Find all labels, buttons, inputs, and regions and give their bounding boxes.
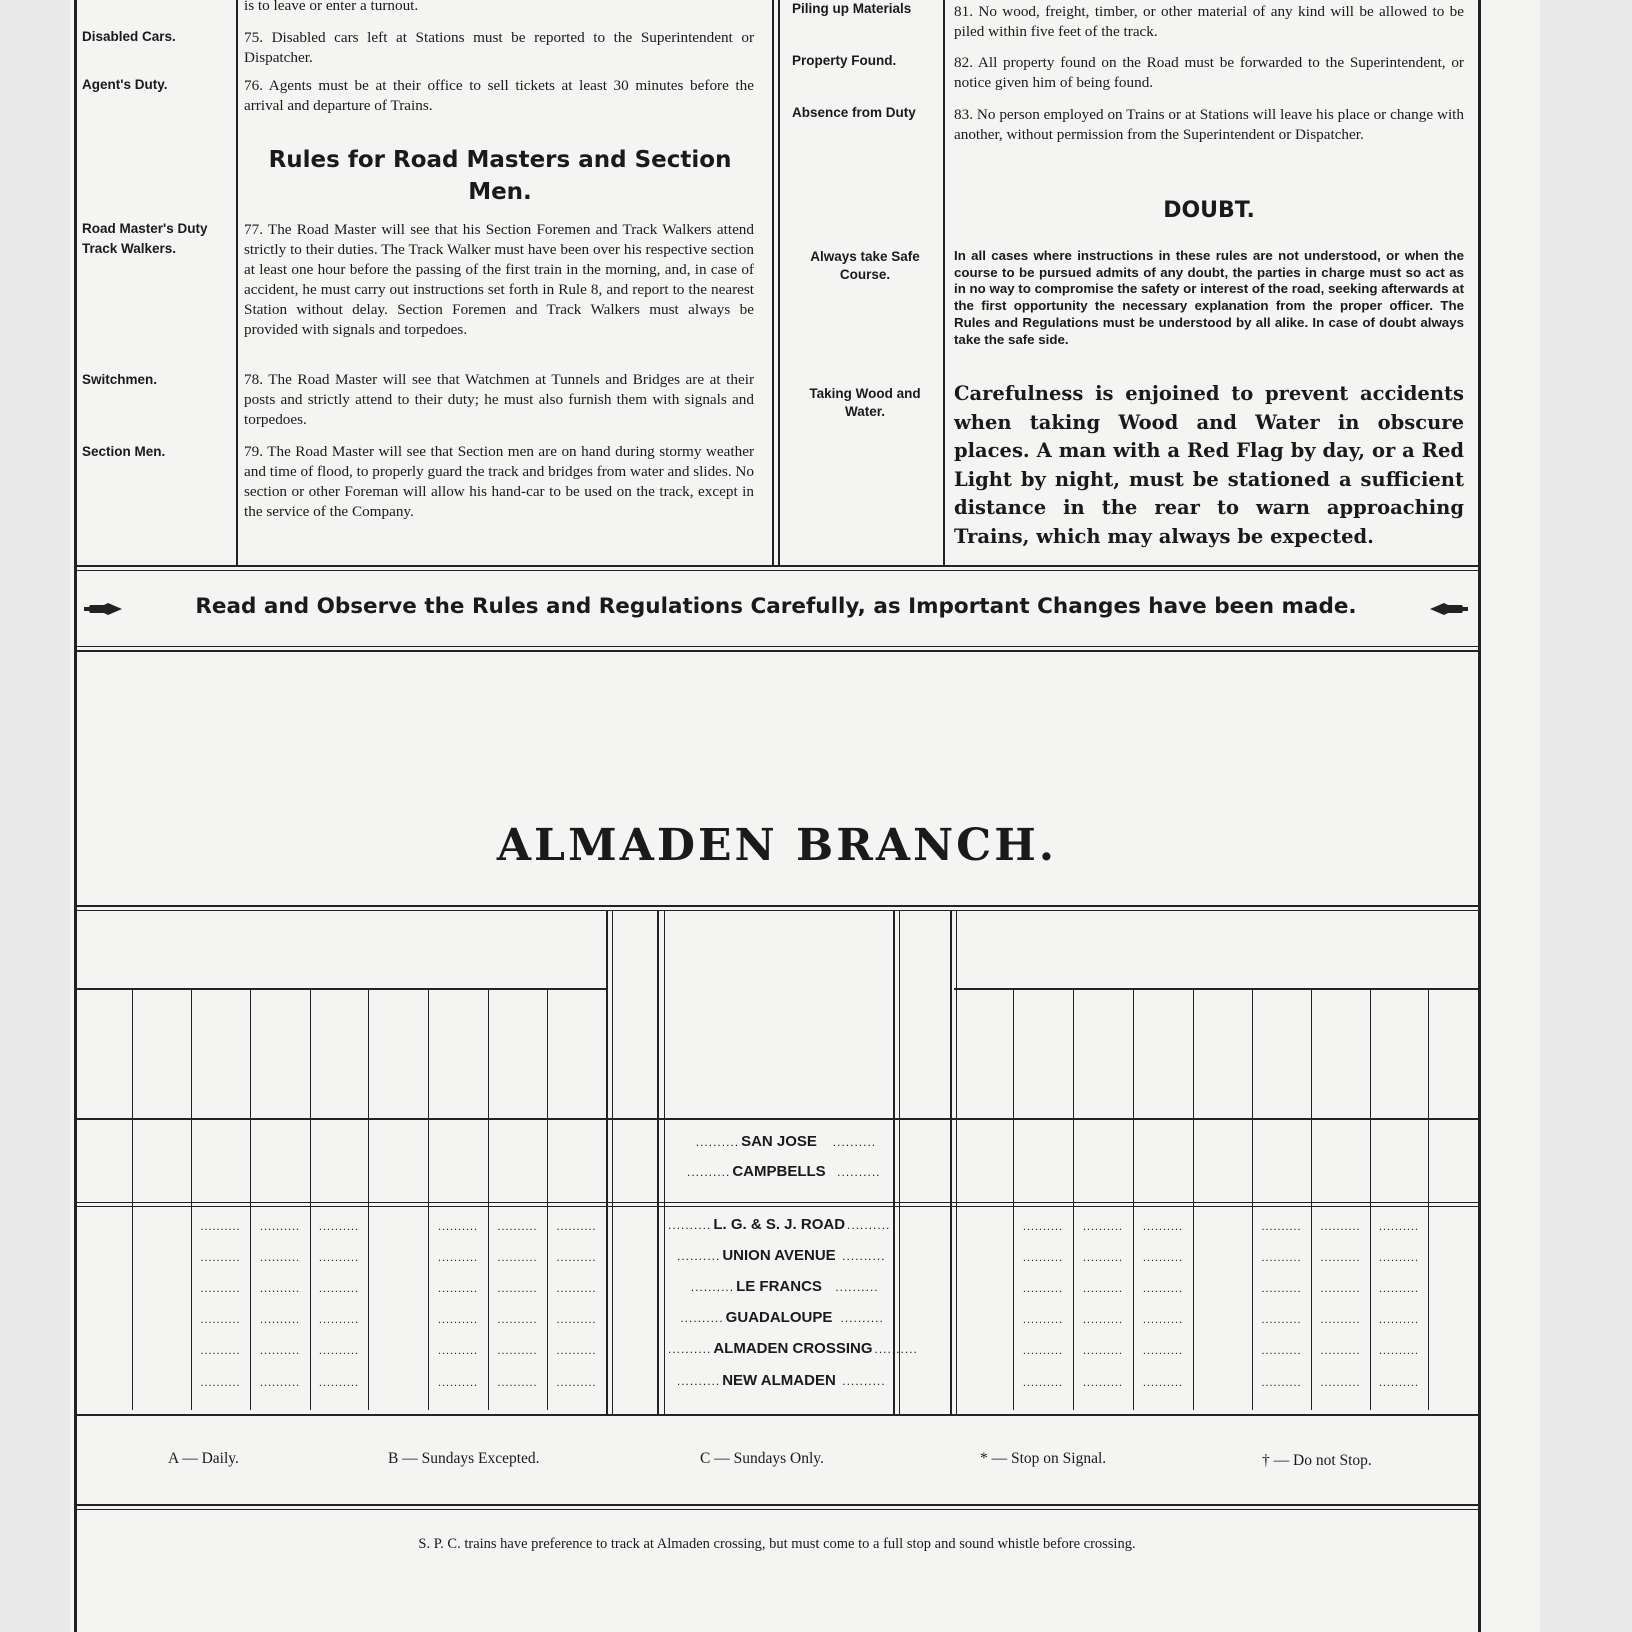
side-label-safe-course: Always take Safe Course. — [810, 249, 920, 282]
north-time-blank: .......... — [1379, 1375, 1419, 1389]
grid-line-vertical — [428, 990, 429, 1410]
leader-dots: .......... — [837, 1165, 881, 1179]
side-label-wood-water: Taking Wood and Water. — [809, 386, 921, 419]
south-time-blank: .......... — [319, 1219, 359, 1233]
north-time-blank: .......... — [1379, 1250, 1419, 1264]
south-time-blank: .......... — [200, 1281, 241, 1295]
south-time-blank: .......... — [497, 1250, 538, 1264]
side-label-switchmen: Switchmen. — [82, 372, 158, 387]
banner-text: Read and Observe the Rules and Regulations Carefully, as Important Changes have been made. — [195, 594, 1357, 619]
distance-col-divider-b — [664, 910, 665, 1414]
leader-dots: .......... — [676, 1249, 721, 1263]
station-row — [668, 1216, 890, 1233]
distance-col-divider — [657, 910, 659, 1414]
south-time-blank: .......... — [200, 1375, 241, 1389]
station-row — [668, 1278, 890, 1295]
south-time-blank: .......... — [556, 1250, 597, 1264]
south-time-blank: .......... — [319, 1281, 359, 1295]
north-time-blank: .......... — [1320, 1219, 1361, 1233]
stations-col-divider — [893, 910, 895, 1414]
grid-line-vertical — [547, 990, 548, 1410]
south-time-blank: .......... — [438, 1281, 478, 1295]
north-time-blank: .......... — [1320, 1250, 1361, 1264]
north-time-blank: .......... — [1143, 1343, 1183, 1357]
doubt-heading: DOUBT. — [1163, 198, 1255, 223]
south-time-blank: .......... — [319, 1375, 359, 1389]
north-time-blank: .......... — [1261, 1281, 1302, 1295]
north-time-blank: .......... — [1083, 1312, 1123, 1326]
north-header-rule — [954, 988, 1480, 990]
pointing-hand-left-icon — [84, 597, 124, 621]
south-time-blank: .......... — [260, 1343, 300, 1357]
table-rule-bottom — [74, 1414, 1480, 1416]
north-time-blank: .......... — [1143, 1281, 1183, 1295]
south-time-blank: .......... — [200, 1219, 241, 1233]
side-label-road-master: Road Master's Duty — [82, 221, 208, 236]
south-time-blank: .......... — [200, 1343, 241, 1357]
rule-81: 81. No wood, freight, timber, or other material of any kind will be allowed to be piled within five feet of the track. — [954, 3, 1464, 40]
grid-line-vertical — [310, 990, 311, 1410]
station-name: NEW ALMADEN — [722, 1372, 836, 1389]
north-time-blank: .......... — [1143, 1312, 1183, 1326]
north-time-blank: .......... — [1083, 1343, 1123, 1357]
mid-rule-b — [74, 1206, 1480, 1207]
rule-83: 83. No person employed on Trains or at Stations will leave his place or change with another, without permission from the Superintendent or Dispatcher. — [954, 106, 1464, 143]
grid-line-vertical — [132, 990, 133, 1410]
north-time-blank: .......... — [1320, 1312, 1361, 1326]
leader-dots: .......... — [842, 1374, 886, 1388]
side-label-track-walkers: Track Walkers. — [82, 241, 177, 256]
side-label-property-found: Property Found. — [792, 53, 897, 68]
rule-col-divider — [236, 0, 238, 565]
rule-75: 75. Disabled cars left at Stations must be reported to the Superintendent or Dispatcher. — [244, 29, 754, 66]
frame-left-lower — [74, 565, 77, 1632]
north-time-blank: .......... — [1379, 1281, 1419, 1295]
north-time-blank: .......... — [1261, 1312, 1302, 1326]
station-name: GUADALOUPE — [725, 1309, 833, 1326]
grid-line-vertical — [1311, 990, 1312, 1410]
south-time-blank: .......... — [319, 1312, 359, 1326]
legend-do-not-stop: † — Do not Stop. — [1262, 1452, 1372, 1469]
grid-line-vertical — [1193, 990, 1194, 1410]
leader-dots: .......... — [842, 1249, 886, 1263]
leader-dots: .......... — [680, 1311, 724, 1325]
north-time-blank: .......... — [1379, 1219, 1419, 1233]
side-label-piling: Piling up Materials — [792, 1, 912, 16]
south-time-blank: .......... — [497, 1219, 538, 1233]
north-time-blank: .......... — [1023, 1281, 1063, 1295]
grid-line-vertical — [368, 990, 369, 1410]
leader-dots: .......... — [835, 1280, 879, 1294]
side-label-agents-duty: Agent's Duty. — [82, 77, 168, 92]
leader-dots: .......... — [832, 1135, 877, 1149]
south-time-blank: .......... — [200, 1250, 241, 1264]
leader-dots: .......... — [686, 1165, 731, 1179]
station-row — [668, 1372, 890, 1389]
south-time-blank: .......... — [260, 1281, 300, 1295]
station-name: ALMADEN CROSSING — [713, 1340, 873, 1357]
north-time-blank: .......... — [1023, 1250, 1063, 1264]
south-time-blank: .......... — [556, 1312, 597, 1326]
center-divider-a — [772, 0, 774, 565]
leader-dots: .......... — [847, 1218, 891, 1232]
north-time-blank: .......... — [1320, 1343, 1361, 1357]
distance-from-san-jose-label — [612, 950, 657, 1100]
mid-rule-a — [74, 1202, 1480, 1203]
station-row — [668, 1247, 890, 1264]
leader-dots: .......... — [840, 1311, 884, 1325]
south-time-blank: .......... — [319, 1250, 359, 1264]
north-time-blank: .......... — [1261, 1343, 1302, 1357]
distance-from-almaden-label — [899, 950, 950, 1100]
legend-sundays-excepted: B — Sundays Excepted. — [388, 1450, 540, 1467]
north-time-blank: .......... — [1261, 1250, 1302, 1264]
legend-daily: A — Daily. — [168, 1450, 239, 1467]
times-header-rule — [74, 1118, 1480, 1120]
side-label-section-men: Section Men. — [82, 444, 166, 459]
grid-line-vertical — [191, 990, 192, 1410]
banner-rule-bottom-a — [74, 646, 1480, 647]
grid-line-vertical — [250, 990, 251, 1410]
north-time-blank: .......... — [1261, 1375, 1302, 1389]
north-time-blank: .......... — [1143, 1375, 1183, 1389]
south-time-blank: .......... — [438, 1375, 478, 1389]
north-time-blank: .......... — [1143, 1250, 1183, 1264]
south-frame-right — [606, 910, 608, 1414]
south-time-blank: .......... — [556, 1281, 597, 1295]
station-name: UNION AVENUE — [722, 1247, 836, 1264]
rule-77: 77. The Road Master will see that his Section Foremen and Track Walkers attend strictly to their duties. The Track Walker must have been over his respective section at least one hour before the passing of the first train in the morning, and, in case of accident, he must carry out instructions set forth in Rule 8, and report to the nearest Station without delay. Section Foremen and Track Walkers must always be provided with signals and torpedoes. — [244, 221, 754, 338]
north-time-blank: .......... — [1083, 1219, 1123, 1233]
grid-line-vertical — [1013, 990, 1014, 1410]
pointing-hand-right-icon — [1428, 597, 1468, 621]
grid-line-vertical — [488, 990, 489, 1410]
south-time-blank: .......... — [200, 1312, 241, 1326]
grid-line-vertical — [1073, 990, 1074, 1410]
south-time-blank: .......... — [497, 1281, 538, 1295]
station-name: CAMPBELLS — [732, 1163, 826, 1180]
grid-line-vertical — [1428, 990, 1429, 1410]
south-time-blank: .......... — [556, 1375, 597, 1389]
north-time-blank: .......... — [1379, 1312, 1419, 1326]
frame-right — [1478, 0, 1481, 1632]
south-time-blank: .......... — [497, 1343, 538, 1357]
table-rule-top-b — [74, 910, 1480, 911]
station-row — [668, 1133, 890, 1150]
timetable-title: ALMADEN BRANCH. — [496, 820, 1058, 871]
side-label-absence: Absence from Duty — [792, 105, 916, 120]
north-time-blank: .......... — [1379, 1343, 1419, 1357]
leader-dots: .......... — [874, 1342, 918, 1356]
north-time-blank: .......... — [1261, 1219, 1302, 1233]
north-time-blank: .......... — [1023, 1219, 1063, 1233]
north-time-blank: .......... — [1023, 1312, 1063, 1326]
leader-dots: .......... — [676, 1374, 721, 1388]
south-time-blank: .......... — [260, 1250, 300, 1264]
station-row — [668, 1340, 918, 1357]
frame-left — [74, 0, 77, 565]
south-time-blank: .......... — [260, 1312, 300, 1326]
south-time-blank: .......... — [438, 1312, 478, 1326]
station-name: SAN JOSE — [741, 1133, 817, 1150]
south-time-blank: .......... — [497, 1375, 538, 1389]
banner-rule-top-b — [74, 570, 1480, 571]
footer-rule-b — [74, 1509, 1480, 1510]
south-time-blank: .......... — [260, 1375, 300, 1389]
leader-dots: .......... — [690, 1280, 735, 1294]
station-name: L. G. & S. J. ROAD — [713, 1216, 846, 1233]
north-time-blank: .......... — [1320, 1281, 1361, 1295]
wood-water-text: Carefulness is enjoined to prevent accidents when taking Wood and Water in obscure places. A man with a Red Flag by day, or a Red Light by night, must be stationed a sufficient distance in the rear to warn approaching Trains, which may always be expected. — [954, 382, 1464, 548]
north-frame-left-b — [956, 910, 957, 1414]
partial-rule-line: is to leave or enter a turnout. — [244, 0, 419, 14]
footer-note: S. P. C. trains have preference to track at Almaden crossing, but must come to a full stop and sound whistle before crossing. — [418, 1536, 1136, 1552]
banner-rule-bottom-b — [74, 650, 1480, 652]
south-time-blank: .......... — [556, 1219, 597, 1233]
rule-76: 76. Agents must be at their office to sell tickets at least 30 minutes before the arrival and departure of Trains. — [244, 77, 754, 114]
grid-line-vertical — [1133, 990, 1134, 1410]
south-time-blank: .......... — [438, 1343, 478, 1357]
south-time-blank: .......... — [438, 1219, 478, 1233]
north-time-blank: .......... — [1083, 1281, 1123, 1295]
leader-dots: .......... — [668, 1218, 712, 1232]
table-rule-top-a — [74, 905, 1480, 907]
south-header-rule — [74, 988, 606, 990]
south-time-blank: .......... — [556, 1343, 597, 1357]
station-row — [668, 1309, 890, 1326]
banner-rule-top-a — [74, 565, 1480, 567]
rule-79: 79. The Road Master will see that Section men are on hand during stormy weather and time of flood, to properly guard the track and bridges from water and slides. No section or other Foreman will allow his hand-car to be used on the track, except in the service of the Company. — [244, 443, 754, 520]
north-time-blank: .......... — [1320, 1375, 1361, 1389]
north-time-blank: .......... — [1023, 1343, 1063, 1357]
rule-col-divider-right — [943, 0, 945, 565]
center-divider-b — [778, 0, 780, 565]
footer-rule-a — [74, 1504, 1480, 1506]
station-name: LE FRANCS — [736, 1278, 822, 1295]
side-label-disabled-cars: Disabled Cars. — [82, 29, 176, 44]
leader-dots: .......... — [695, 1135, 740, 1149]
station-row — [668, 1163, 890, 1180]
south-time-blank: .......... — [438, 1250, 478, 1264]
south-time-blank: .......... — [497, 1312, 538, 1326]
legend-stop-on-signal: * — Stop on Signal. — [980, 1450, 1107, 1467]
north-time-blank: .......... — [1083, 1375, 1123, 1389]
rule-82: 82. All property found on the Road must be forwarded to the Superintendent, or notice given him of being found. — [954, 54, 1464, 91]
north-time-blank: .......... — [1023, 1375, 1063, 1389]
south-time-blank: .......... — [319, 1343, 359, 1357]
doubt-text: In all cases where instructions in these rules are not understood, or when the course to be pursued admits of any doubt, the parties in charge must so act as in no way to compromise the safety or interest of the road, seeking afterwards at the first opportunity the necessary explanation from the proper officer. The Rules and Regulations must be understood by all alike. In case of doubt always take the safe side. — [954, 248, 1464, 347]
grid-line-vertical — [1252, 990, 1253, 1410]
legend-sundays-only: C — Sundays Only. — [700, 1450, 824, 1467]
rule-78: 78. The Road Master will see that Watchmen at Tunnels and Bridges are at their posts and strictly attend to their duty; he must also furnish them with signals and torpedoes. — [244, 371, 754, 428]
north-frame-left — [950, 910, 952, 1414]
grid-line-vertical — [1370, 990, 1371, 1410]
north-time-blank: .......... — [1143, 1219, 1183, 1233]
leader-dots: .......... — [668, 1342, 712, 1356]
south-time-blank: .......... — [260, 1219, 300, 1233]
north-time-blank: .......... — [1083, 1250, 1123, 1264]
road-masters-heading: Rules for Road Masters and Section Men. — [268, 147, 732, 205]
